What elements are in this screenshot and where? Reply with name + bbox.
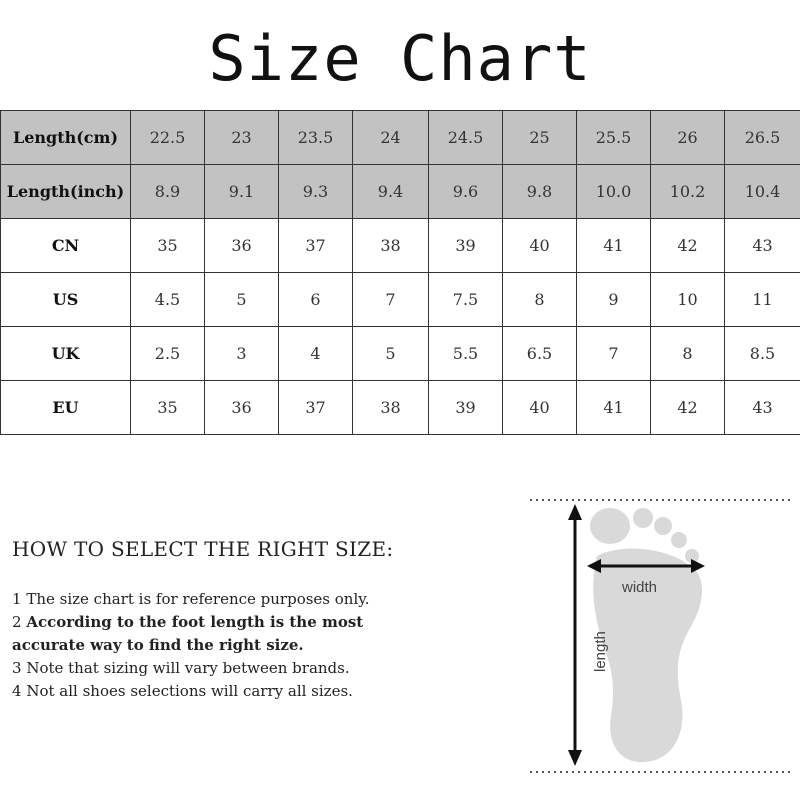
row-label: CN (1, 219, 131, 273)
table-cell: 10.0 (577, 165, 651, 219)
table-cell: 8 (651, 327, 725, 381)
table-cell: 39 (429, 381, 503, 435)
table-cell: 24.5 (429, 111, 503, 165)
table-cell: 42 (651, 381, 725, 435)
table-cell: 5 (353, 327, 429, 381)
row-label: Length(inch) (1, 165, 131, 219)
table-cell: 2.5 (131, 327, 205, 381)
table-cell: 36 (205, 219, 279, 273)
note-item (12, 588, 412, 611)
note-text: Note that sizing will vary between brands. (26, 659, 350, 677)
length-arrow (568, 504, 582, 766)
table-cell: 37 (279, 219, 353, 273)
table-cell: 9.4 (353, 165, 429, 219)
note-item (12, 680, 412, 703)
table-cell: 5.5 (429, 327, 503, 381)
table-cell: 10.4 (725, 165, 800, 219)
table-cell: 5 (205, 273, 279, 327)
table-row (1, 111, 800, 165)
table-cell: 42 (651, 219, 725, 273)
howto-heading: HOW TO SELECT THE RIGHT SIZE: (12, 537, 394, 561)
table-cell: 10 (651, 273, 725, 327)
table-cell: 3 (205, 327, 279, 381)
table-cell: 7 (577, 327, 651, 381)
table-cell: 22.5 (131, 111, 205, 165)
note-number: 1 (12, 590, 22, 608)
table-cell: 41 (577, 381, 651, 435)
note-item (12, 657, 412, 680)
note-text: The size chart is for reference purposes only. (26, 590, 370, 608)
table-cell: 4 (279, 327, 353, 381)
table-cell: 40 (503, 219, 577, 273)
table-cell: 43 (725, 219, 800, 273)
note-item (12, 611, 412, 657)
table-cell: 36 (205, 381, 279, 435)
length-label: length (592, 631, 609, 672)
page-title: Size Chart (208, 22, 592, 95)
table-cell: 43 (725, 381, 800, 435)
table-cell: 25.5 (577, 111, 651, 165)
table-cell: 11 (725, 273, 800, 327)
table-cell: 4.5 (131, 273, 205, 327)
foot-measurement-diagram (525, 490, 795, 780)
table-cell: 9.1 (205, 165, 279, 219)
table-cell: 38 (353, 381, 429, 435)
table-cell: 35 (131, 219, 205, 273)
table-cell: 23 (205, 111, 279, 165)
table-cell: 35 (131, 381, 205, 435)
table-cell: 25 (503, 111, 577, 165)
row-label: EU (1, 381, 131, 435)
table-cell: 8.5 (725, 327, 800, 381)
table-cell: 26.5 (725, 111, 800, 165)
table-row (1, 327, 800, 381)
table-row (1, 381, 800, 435)
table-cell: 26 (651, 111, 725, 165)
note-text-bold: According to the foot length is the most accurate way to find the right size. (12, 613, 364, 654)
note-number: 4 (12, 682, 22, 700)
table-cell: 41 (577, 219, 651, 273)
table-cell: 9.8 (503, 165, 577, 219)
table-cell: 9 (577, 273, 651, 327)
notes-list (12, 588, 412, 703)
table-cell: 10.2 (651, 165, 725, 219)
table-row (1, 273, 800, 327)
table-cell: 7 (353, 273, 429, 327)
table-cell: 38 (353, 219, 429, 273)
table-cell: 23.5 (279, 111, 353, 165)
table-cell: 37 (279, 381, 353, 435)
table-cell: 8 (503, 273, 577, 327)
table-row (1, 165, 800, 219)
note-number: 2 (12, 613, 22, 631)
table-row (1, 219, 800, 273)
note-text: Not all shoes selections will carry all sizes. (26, 682, 353, 700)
width-label: width (622, 579, 658, 596)
table-cell: 40 (503, 381, 577, 435)
table-cell: 8.9 (131, 165, 205, 219)
table-cell: 24 (353, 111, 429, 165)
table-cell: 9.6 (429, 165, 503, 219)
table-cell: 6.5 (503, 327, 577, 381)
row-label: Length(cm) (1, 111, 131, 165)
table-cell: 6 (279, 273, 353, 327)
table-cell: 9.3 (279, 165, 353, 219)
note-number: 3 (12, 659, 22, 677)
size-table (0, 110, 800, 435)
row-label: US (1, 273, 131, 327)
row-label: UK (1, 327, 131, 381)
table-cell: 7.5 (429, 273, 503, 327)
table-cell: 39 (429, 219, 503, 273)
